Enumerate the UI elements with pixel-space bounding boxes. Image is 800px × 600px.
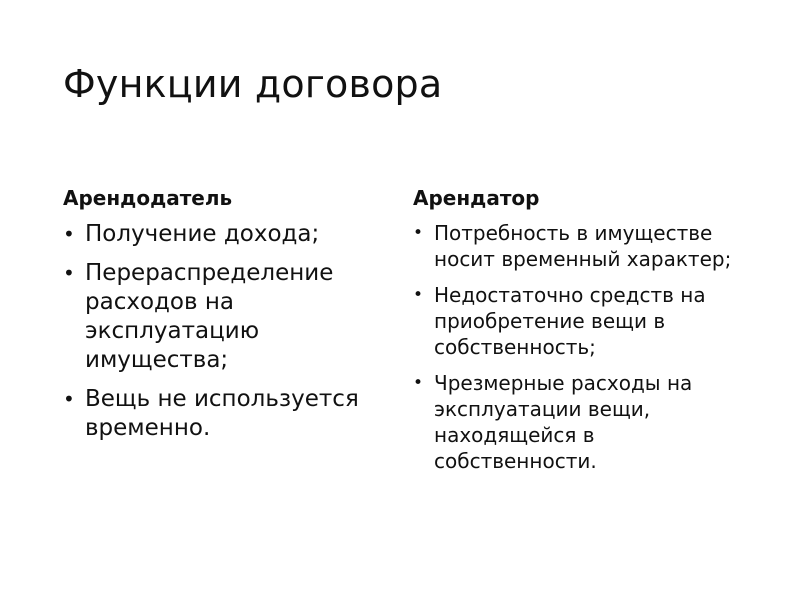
- list-item-text: Перераспределение расходов на эксплуатацию имущества;: [85, 260, 334, 373]
- bullet-icon: •: [413, 373, 424, 393]
- list-item: [413, 282, 753, 360]
- lessee-heading: Арендатор: [413, 186, 540, 210]
- lessor-bullet-list: [63, 220, 393, 443]
- bullet-icon: •: [63, 261, 75, 285]
- list-item-text: Получение дохода;: [85, 221, 320, 247]
- list-item-text: Вещь не используется временно.: [85, 386, 359, 441]
- lessee-bullet-list: [413, 220, 753, 474]
- bullet-icon: •: [63, 387, 75, 411]
- list-item: [413, 220, 753, 272]
- lessor-column: [63, 186, 393, 453]
- bullet-icon: •: [413, 223, 424, 243]
- list-item-text: Потребность в имуществе носит временный характер;: [434, 221, 732, 271]
- bullet-icon: •: [63, 222, 75, 246]
- list-item: [63, 259, 393, 375]
- bullet-icon: •: [413, 285, 424, 305]
- slide-title: Функции договора: [63, 62, 443, 106]
- list-item: [63, 220, 393, 249]
- list-item: [63, 385, 393, 443]
- lessee-column: [413, 186, 753, 484]
- list-item-text: Чрезмерные расходы на эксплуатации вещи, находящейся в собственности.: [434, 371, 693, 473]
- list-item-text: Недостаточно средств на приобретение вещи в собственность;: [434, 283, 706, 359]
- list-item: [413, 370, 753, 474]
- lessor-heading: Арендодатель: [63, 186, 233, 210]
